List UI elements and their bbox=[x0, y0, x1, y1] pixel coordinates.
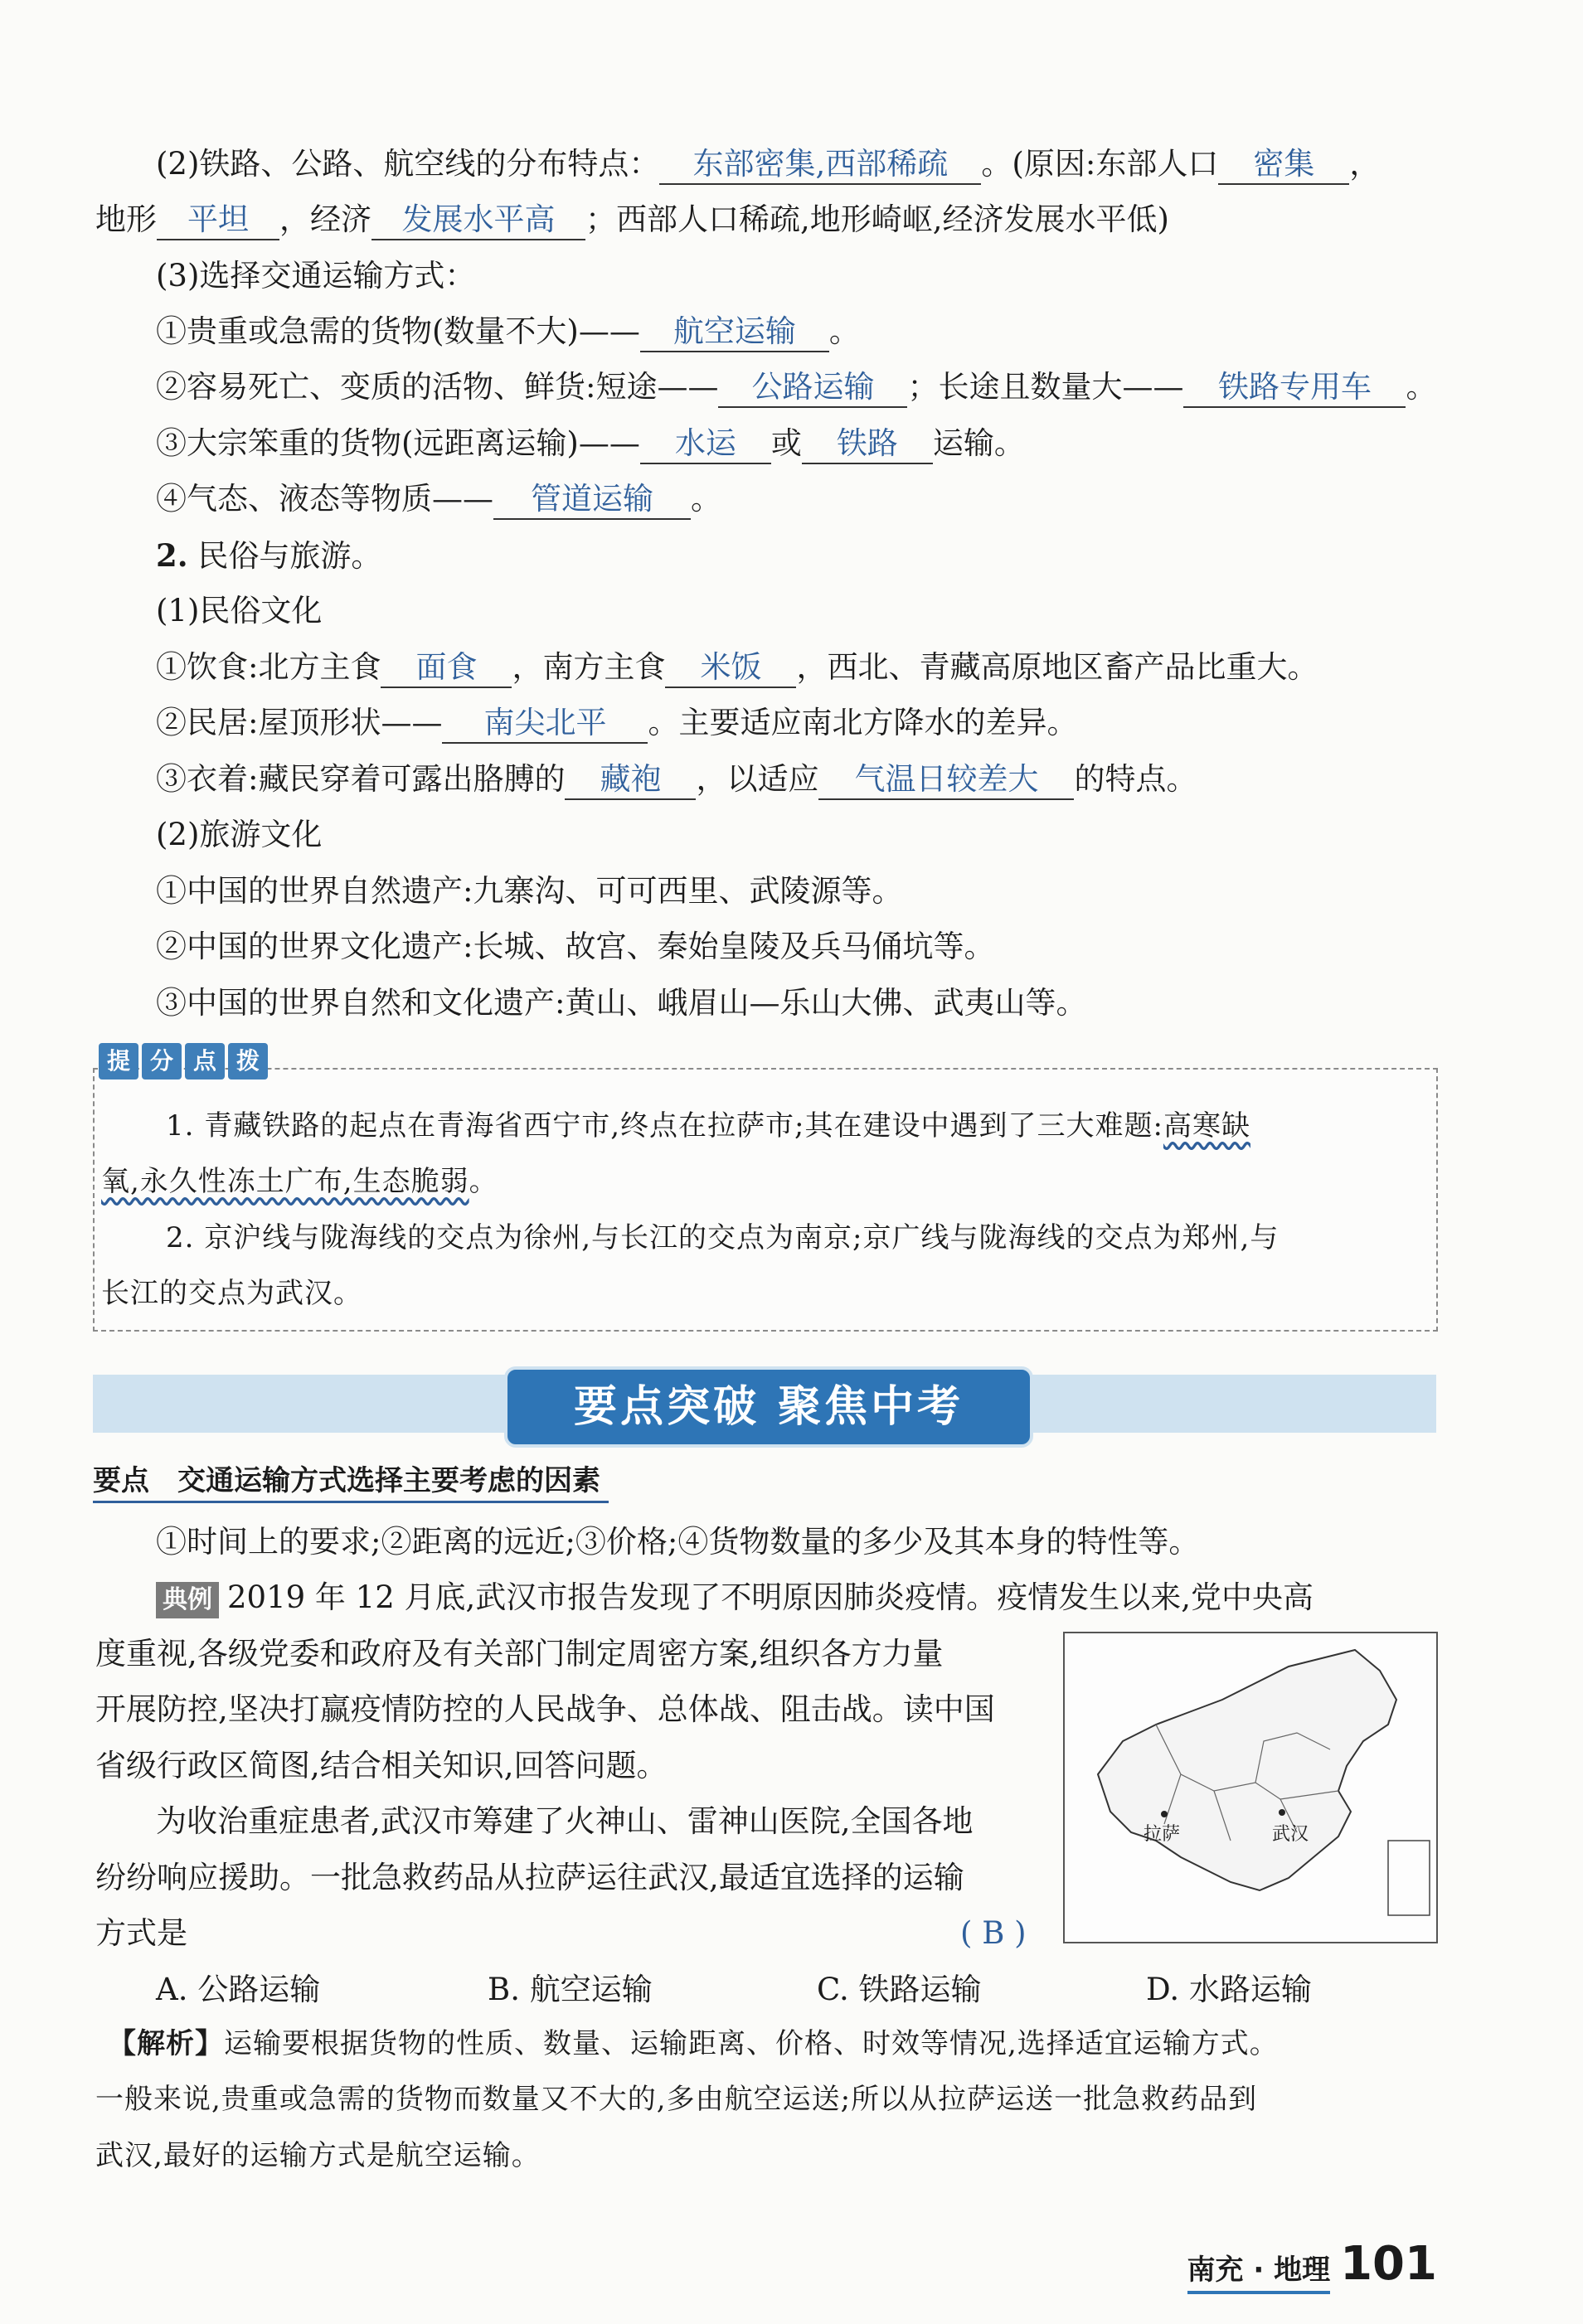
natural-heritage-line: ①中国的世界自然遗产:九寨沟、可可西里、武陵源等。 bbox=[156, 873, 903, 909]
tip-point-1: 1. 青藏铁路的起点在青海省西宁市,终点在拉萨市;其在建设中遇到了三大难题:高寒缺 bbox=[166, 1109, 1250, 1143]
fill-blank: 面食 bbox=[381, 648, 512, 688]
fill-blank: 公路运输 bbox=[718, 368, 907, 408]
china-map bbox=[1063, 1632, 1438, 1943]
fill-blank: 密集 bbox=[1218, 145, 1349, 185]
analysis-line-3: 武汉,最好的运输方式是航空运输。 bbox=[95, 2139, 541, 2172]
option-b: B. 航空运输 bbox=[488, 1972, 653, 2007]
transport-choice-title: (3)选择交通运输方式： bbox=[156, 258, 476, 294]
tip-point-2-cont: 长江的交点为武汉。 bbox=[101, 1277, 362, 1310]
question-line-2: 纷纷响应援助。一批急救药品从拉萨运往武汉,最适宜选择的运输 bbox=[95, 1860, 964, 1895]
option-c: C. 铁路运输 bbox=[817, 1972, 982, 2007]
example-line-1: 典例 2019 年 12 月底,武汉市报告发现了不明原因肺炎疫情。疫情发生以来,党中央高 bbox=[156, 1577, 1583, 1618]
fill-blank: 藏袍 bbox=[565, 760, 696, 800]
distribution-line-1: (2)铁路、公路、航空线的分布特点： 东部密集,西部稀疏 。(原因:东部人口 密集 ， bbox=[156, 143, 1583, 185]
option-a: A. 公路运输 bbox=[156, 1972, 321, 2007]
example-line-3: 开展防控,坚决打赢疫情防控的人民战争、总体战、阻击战。读中国 bbox=[95, 1691, 995, 1727]
answer-paren: ( B ) bbox=[960, 1915, 1027, 1951]
fill-blank: 管道运输 bbox=[493, 480, 691, 520]
housing-line: ②民居:屋顶形状—— 南尖北平 。主要适应南北方降水的差异。 bbox=[156, 702, 1583, 744]
factors-line: ①时间上的要求;②距离的远近;③价格;④货物数量的多少及其本身的特性等。 bbox=[156, 1524, 1200, 1560]
folk-tourism-title: 2. 民俗与旅游。 bbox=[156, 537, 382, 574]
map-label-lhasa: 拉萨 bbox=[1144, 1824, 1181, 1845]
section-banner: 要点突破 聚焦中考 bbox=[504, 1366, 1033, 1448]
page-number: 101 bbox=[1340, 2237, 1437, 2291]
example-line-4: 省级行政区简图,结合相关知识,回答问题。 bbox=[95, 1748, 668, 1783]
question-line-3: 方式是 bbox=[95, 1915, 187, 1951]
mixed-heritage-line: ③中国的世界自然和文化遗产:黄山、峨眉山—乐山大佛、武夷山等。 bbox=[156, 985, 1087, 1021]
footer-label: 南充 · 地理 bbox=[1187, 2247, 1331, 2294]
tip-point-2: 2. 京沪线与陇海线的交点为徐州,与长江的交点为南京;京广线与陇海线的交点为郑州,与 bbox=[166, 1221, 1280, 1254]
question-line-1: 为收治重症患者,武汉市筹建了火神山、雷神山医院,全国各地 bbox=[156, 1803, 974, 1839]
fill-blank: 米饭 bbox=[665, 648, 796, 688]
cultural-heritage-line: ②中国的世界文化遗产:长城、故宫、秦始皇陵及兵马俑坑等。 bbox=[156, 929, 995, 964]
tip-tag: 提 分 点 拨 bbox=[99, 1043, 268, 1080]
food-line: ①饮食:北方主食 面食 ，南方主食 米饭 ，西北、青藏高原地区畜产品比重大。 bbox=[156, 647, 1583, 688]
option-d: D. 水路运输 bbox=[1146, 1972, 1312, 2007]
key-point-heading: 要点 交通运输方式选择主要考虑的因素 bbox=[93, 1461, 609, 1503]
example-line-2: 度重视,各级党委和政府及有关部门制定周密方案,组织各方力量 bbox=[95, 1636, 944, 1671]
tip-point-1-cont: 氧,永久性冻土广布,生态脆弱。 bbox=[101, 1165, 498, 1198]
choice-2: ②容易死亡、变质的活物、鲜货:短途—— 公路运输 ；长途且数量大—— 铁路专用车 。 bbox=[156, 366, 1583, 408]
analysis-line-2: 一般来说,贵重或急需的货物而数量又不大的,多由航空运送;所以从拉萨运送一批急救药品到 bbox=[95, 2083, 1258, 2116]
tourism-culture-title: (2)旅游文化 bbox=[156, 817, 323, 852]
distribution-line-2: 地形 平坦 ，经济 发展水平高 ；西部人口稀疏,地形崎岖,经济发展水平低) bbox=[95, 199, 1583, 240]
page-footer bbox=[1187, 2237, 1438, 2294]
choice-1: ①贵重或急需的货物(数量不大)—— 航空运输 。 bbox=[156, 311, 1583, 352]
fill-blank: 航空运输 bbox=[640, 313, 829, 352]
choice-4: ④气态、液态等物质—— 管道运输 。 bbox=[156, 478, 1583, 520]
china-map-outline bbox=[1065, 1633, 1436, 1942]
fill-blank: 发展水平高 bbox=[371, 201, 585, 240]
folk-culture-title: (1)民俗文化 bbox=[156, 593, 323, 628]
fill-blank: 气温日较差大 bbox=[818, 760, 1074, 800]
map-label-wuhan: 武汉 bbox=[1272, 1824, 1309, 1845]
fill-blank: 平坦 bbox=[157, 201, 279, 240]
fill-blank: 铁路专用车 bbox=[1183, 368, 1406, 408]
fill-blank: 铁路 bbox=[802, 425, 933, 464]
example-tag: 典例 bbox=[156, 1582, 219, 1618]
fill-blank: 南尖北平 bbox=[442, 704, 648, 744]
choice-3: ③大宗笨重的货物(远距离运输)—— 水运 或 铁路 运输。 bbox=[156, 423, 1583, 464]
analysis-line-1: 【解析】运输要根据货物的性质、数量、运输距离、价格、时效等情况,选择适宜运输方式。 bbox=[108, 2027, 1279, 2060]
analysis-label: 【解析】 bbox=[108, 2027, 224, 2060]
clothing-line: ③衣着:藏民穿着可露出胳膊的 藏袍 ，以适应 气温日较差大 的特点。 bbox=[156, 759, 1583, 800]
fill-blank: 水运 bbox=[640, 425, 771, 464]
fill-blank: 东部密集,西部稀疏 bbox=[659, 145, 981, 185]
